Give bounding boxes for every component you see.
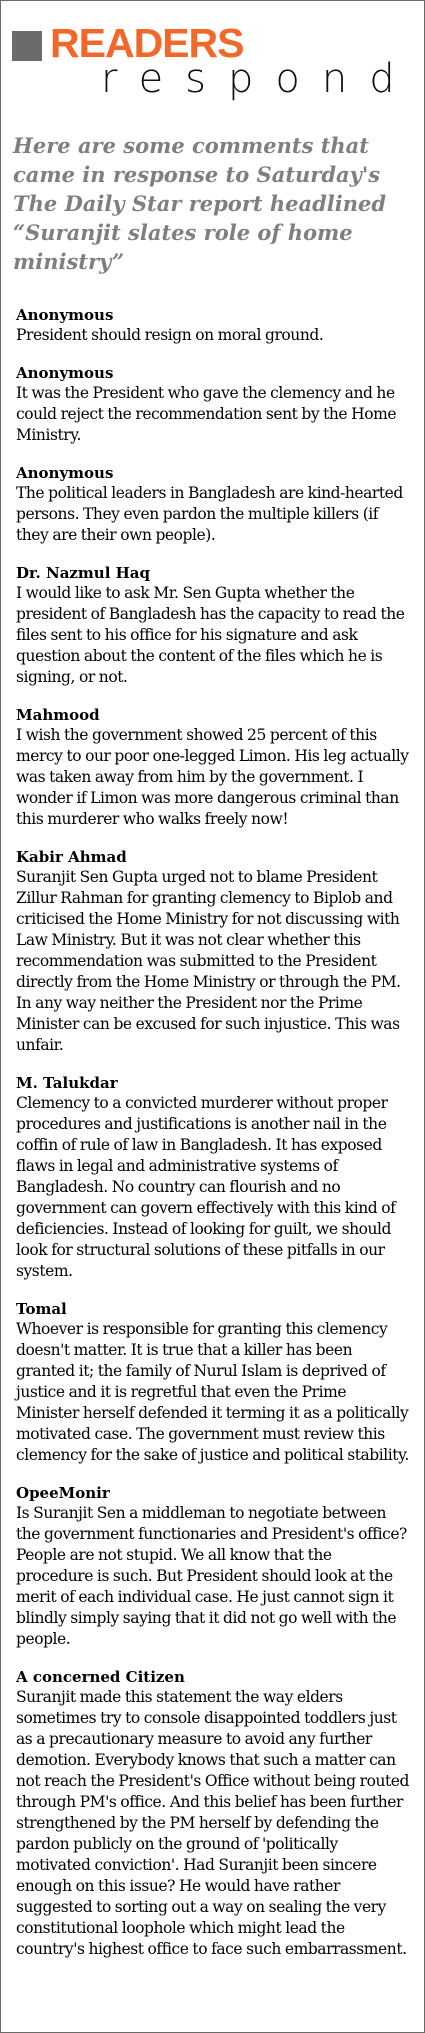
comment-author: M. Talukdar (16, 1074, 118, 1092)
comment-author: Anonymous (16, 364, 114, 382)
comment-author: Anonymous (16, 306, 114, 324)
comment-text: Suranjit Sen Gupta urged not to blame President Zillur Rahman for granting clemency to Biplob and criticised the Home Ministry for not discussing with Law Ministry. But it was not clear whether this recommendation was submitted to the President directly from the Home Ministry or through the PM. In any way neither the President nor the Prime Minister can be excused for such injustice. This was unfair. (16, 868, 401, 1054)
comment-text: Suranjit made this statement the way elders sometimes try to console disappointed toddlers just as a precautionary measure to avoid any further demotion. Everybody knows that such a matter can not reach the President's Office without being routed through PM's office. And this belief has been further strengthened by the PM herself by defending the pardon publicly on the ground of 'politically motivated conviction'. Had Suranjit been sincere enough on this issue? He would have rather suggested to sorting out a way on sealing the very constitutional loophole which might lead the country's highest office to face such embarrassment. (16, 1688, 409, 1958)
comment-item (16, 1300, 410, 1466)
comment-item (16, 564, 410, 688)
intro-text: Here are some comments that came in response to Saturday's The Daily Star report headlined “Suranjit slates role of home ministry” (13, 133, 387, 274)
comment-item (16, 848, 410, 1056)
comment-author: OpeeMonir (16, 1484, 110, 1502)
comment-item (16, 464, 410, 546)
comment-text: President should resign on moral ground. (16, 326, 324, 344)
comment-author: Kabir Ahmad (16, 848, 127, 866)
masthead-respond: respond (101, 56, 417, 102)
masthead-square-logo (12, 31, 42, 61)
comment-text: I would like to ask Mr. Sen Gupta whether the president of Bangladesh has the capacity to read the files sent to his office for his signature and ask question about the content of the files which he is signing, or not. (16, 584, 405, 686)
comment-item (16, 1668, 410, 1960)
comment-item (16, 364, 410, 446)
comment-text: The political leaders in Bangladesh are kind-hearted persons. They even pardon the multiple killers (if they are their own people). (16, 484, 403, 544)
comment-author: Dr. Nazmul Haq (16, 564, 151, 582)
comment-item (16, 306, 410, 346)
comments-list (16, 306, 410, 1960)
comment-item (16, 1484, 410, 1650)
comment-text: Is Suranjit Sen a middleman to negotiate between the government functionaries and President's office? People are not stupid. We all know that the procedure is such. But President should look at the merit of each individual case. He just cannot sign it blindly simply saying that it did not go well with the people. (16, 1504, 407, 1648)
comment-item (16, 706, 410, 830)
masthead (1, 1, 424, 109)
comment-text: Clemency to a convicted murderer without proper procedures and justifications is another nail in the coffin of rule of law in Bangladesh. It has exposed flaws in legal and administrative systems of Bangladesh. No country can flourish and no government can govern effectively with this kind of deficiencies. Instead of looking for guilt, we should look for structural solutions of these pitfalls in our system. (16, 1094, 396, 1280)
comment-author: Anonymous (16, 464, 114, 482)
comment-text: Whoever is responsible for granting this clemency doesn't matter. It is true that a killer has been granted it; the family of Nurul Islam is deprived of justice and it is regretful that even the Prime Minister herself defended it terming it as a politically motivated case. The government must review this clemency for the sake of justice and political stability. (16, 1320, 409, 1464)
comment-author: Mahmood (16, 706, 100, 724)
comment-author: Tomal (16, 1300, 67, 1318)
masthead-readers: READERS (50, 20, 244, 66)
comment-text: It was the President who gave the clemency and he could reject the recommendation sent by the Home Ministry. (16, 384, 397, 444)
comment-author: A concerned Citizen (16, 1668, 185, 1686)
comment-item (16, 1074, 410, 1282)
comment-text: I wish the government showed 25 percent of this mercy to our poor one-legged Limon. His leg actually was taken away from him by the government. I wonder if Limon was more dangerous criminal than this murderer who walks freely now! (16, 726, 409, 828)
